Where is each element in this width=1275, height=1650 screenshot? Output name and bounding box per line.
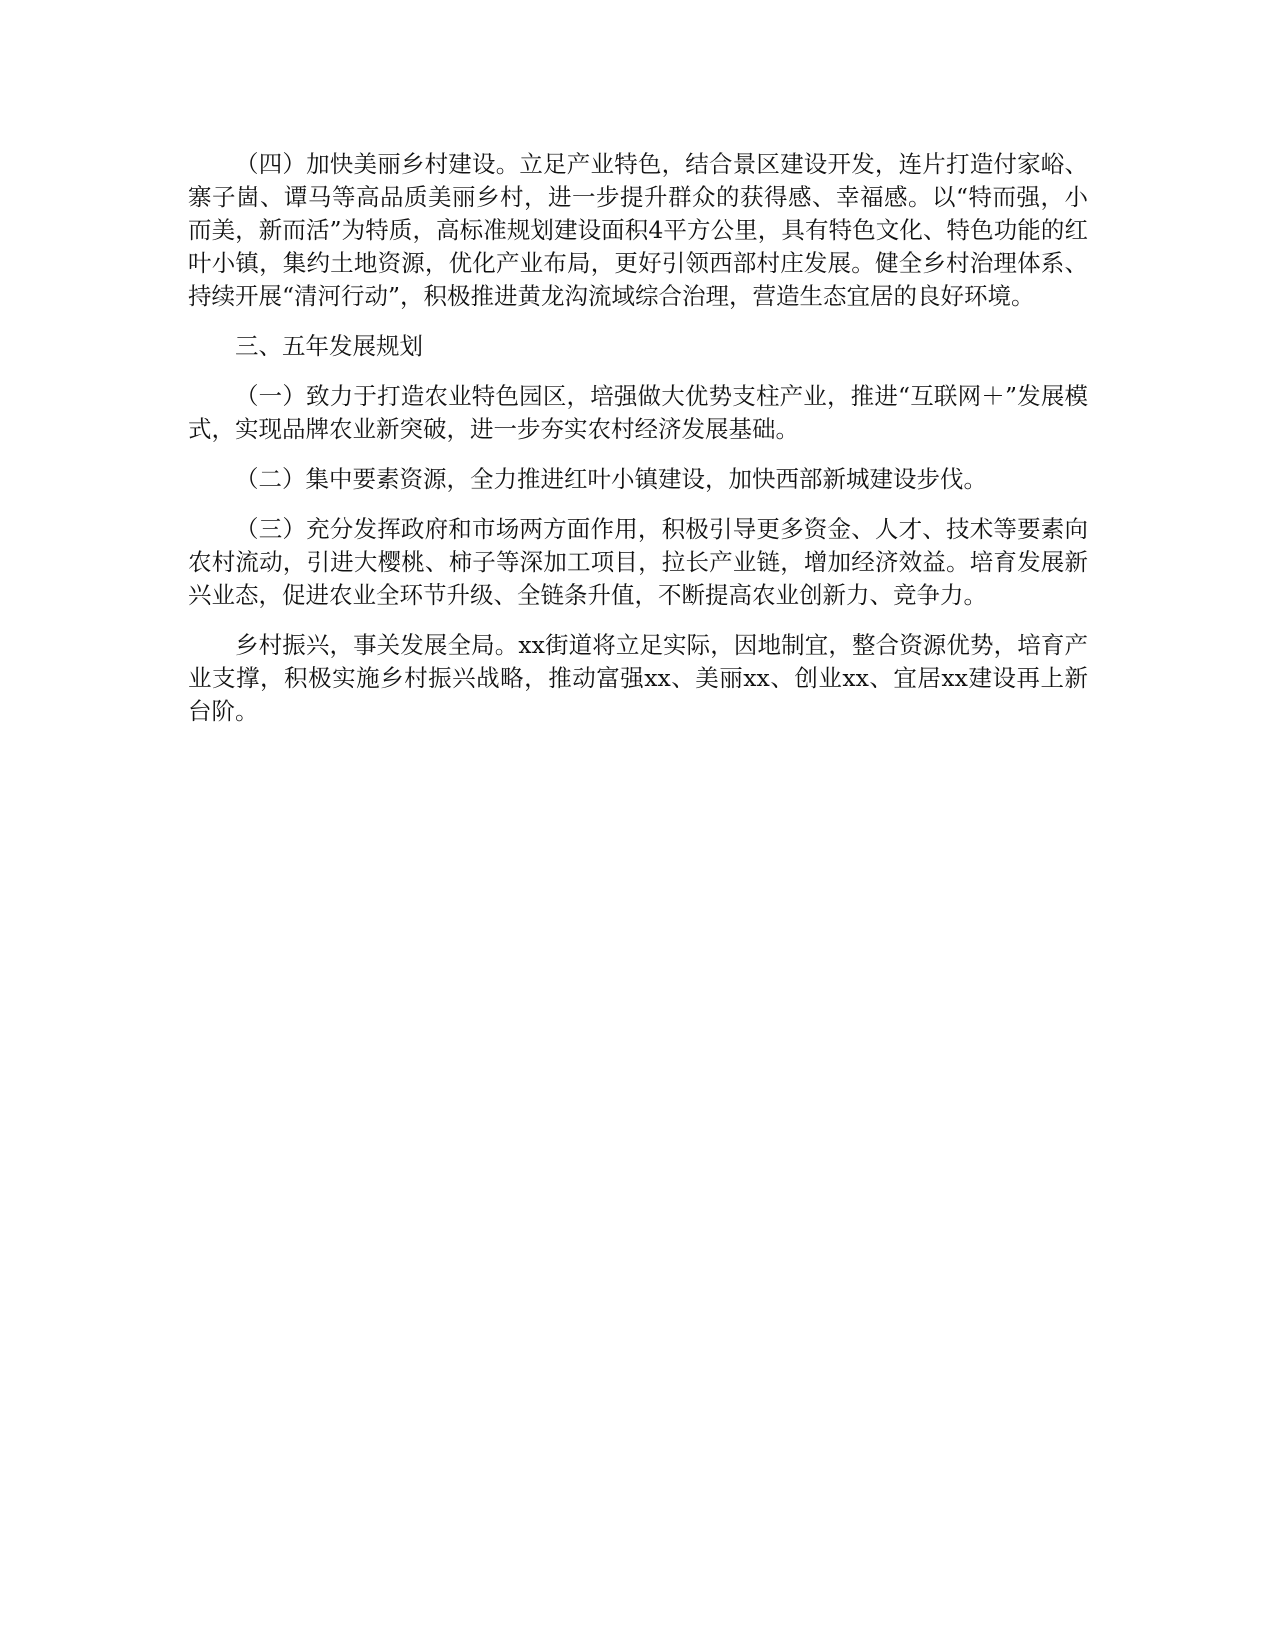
paragraph-plan-item-3: （三）充分发挥政府和市场两方面作用，积极引导更多资金、人才、技术等要素向农村流动，引进大樱桃、柿子等深加工项目，拉长产业链，增加经济效益。培育发展新兴业态，促进农业全环节升级、全链条升值，不断提高农业创新力、竞争力。 [188,515,1088,609]
document-body [188,148,1088,745]
paragraph-rural-construction: （四）加快美丽乡村建设。立足产业特色，结合景区建设开发，连片打造付家峪、寨子崮、谭马等高品质美丽乡村，进一步提升群众的获得感、幸福感。以“特而强，小而美，新而活”为特质，高标准规划建设面积4平方公里，具有特色文化、特色功能的红叶小镇，集约土地资源，优化产业布局，更好引领西部村庄发展。健全乡村治理体系、持续开展“清河行动”，积极推进黄龙沟流域综合治理，营造生态宜居的良好环境。 [188,150,1088,310]
paragraph-conclusion: 乡村振兴，事关发展全局。xx街道将立足实际，因地制宜，整合资源优势，培育产业支撑，积极实施乡村振兴战略，推动富强xx、美丽xx、创业xx、宜居xx建设再上新台阶。 [188,631,1088,725]
paragraph-plan-item-1: （一）致力于打造农业特色园区，培强做大优势支柱产业，推进“互联网＋”发展模式，实现品牌农业新突破，进一步夯实农村经济发展基础。 [188,382,1088,443]
paragraph-plan-item-2: （二）集中要素资源，全力推进红叶小镇建设，加快西部新城建设步伐。 [235,465,987,493]
section-heading-five-year-plan: 三、五年发展规划 [235,332,423,360]
